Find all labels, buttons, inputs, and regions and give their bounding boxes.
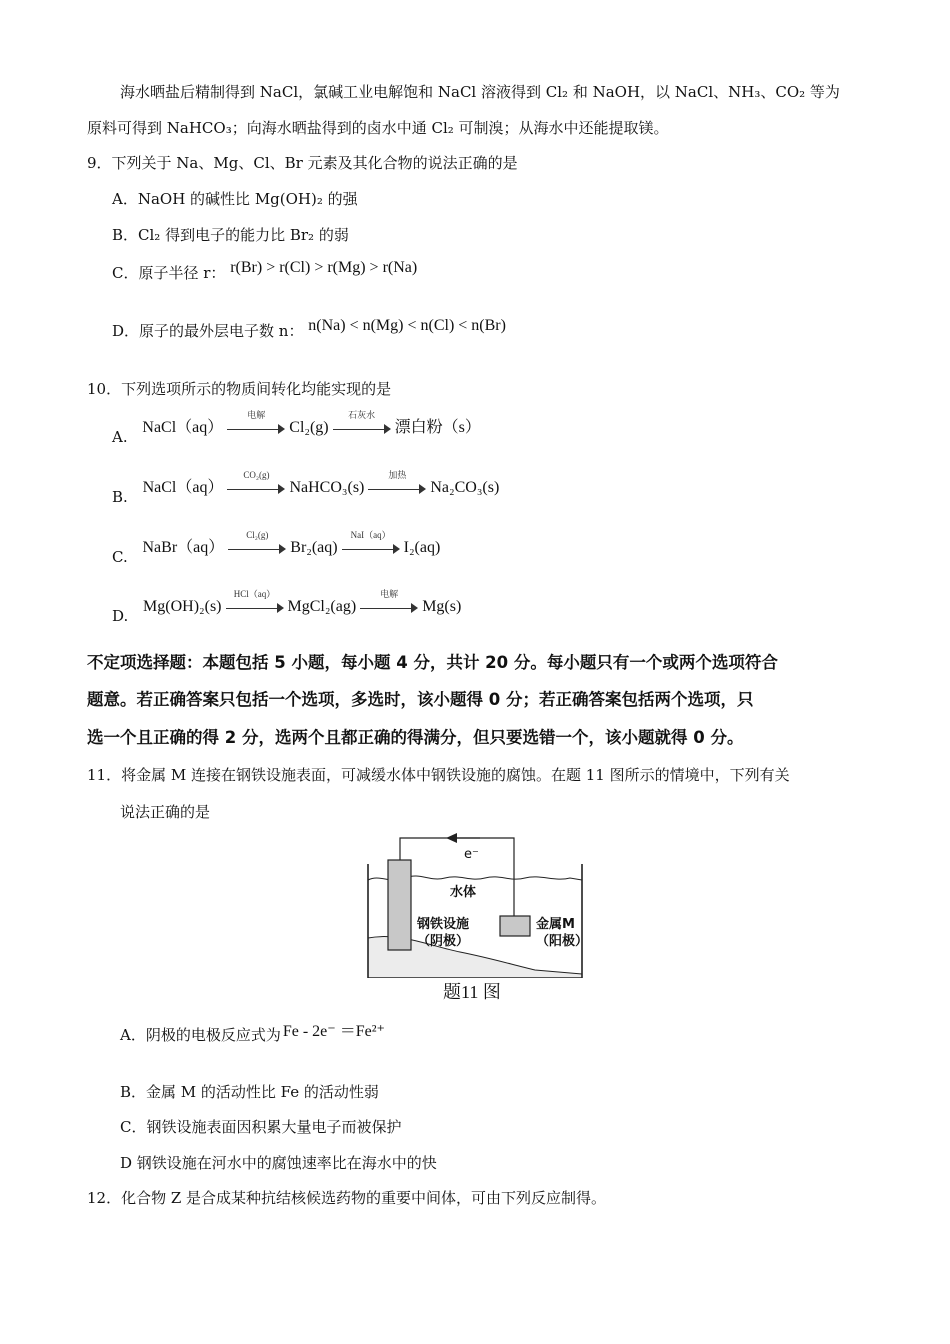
q9-option-c-label: C．原子半径 r：: [112, 264, 226, 282]
q9-option-d: [112, 317, 506, 341]
q9-option-a: A．NaOH 的碱性比 Mg(OH)₂ 的强: [112, 190, 358, 208]
q10-a-letter: A.: [112, 428, 128, 446]
arrow-icon: 石灰水: [333, 420, 391, 436]
arrow-icon: CO₂(g): [227, 480, 285, 496]
electron-arrow-head: [446, 833, 457, 843]
metal-label: 金属M: [536, 917, 575, 932]
arrow-icon: NaI（aq）: [342, 540, 400, 556]
intro-line-1: 海水晒盐后精制得到 NaCl，氯碱工业电解饱和 NaCl 溶液得到 Cl₂ 和 NaOH，以 NaCl、NH₃、CO₂ 等为: [120, 83, 840, 101]
q10-option-c: [112, 530, 441, 566]
q10-option-b: [112, 470, 500, 506]
q10-c-letter: C.: [112, 548, 128, 566]
q10-a-s1: NaCl（aq）: [142, 419, 224, 436]
q9-option-c-expr: r(Br) > r(Cl) > r(Mg) > r(Na): [230, 259, 418, 276]
arrow-icon: 加热: [368, 480, 426, 496]
q10-b-s3: Na₂CO₃(s): [430, 479, 500, 496]
q10-stem: 10．下列选项所示的物质间转化均能实现的是: [87, 380, 392, 398]
figure-caption: 题11 图: [443, 982, 501, 1002]
steel-sublabel: （阴极）: [417, 934, 470, 949]
section-line-3: 选一个且正确的得 2 分，选两个且都正确的得满分，但只要选错一个，该小题就得 0 分。: [87, 728, 744, 747]
q10-c-s3: I₂(aq): [403, 539, 441, 556]
q10-a-s3: 漂白粉（s）: [394, 419, 481, 436]
q10-b-letter: B.: [112, 488, 128, 506]
q10-d-s1: Mg(OH)₂(s): [143, 598, 222, 615]
water-label: 水体: [450, 885, 477, 900]
q10-option-d: [112, 589, 462, 625]
q12-stem: 12．化合物 Z 是合成某种抗结核候选药物的重要中间体，可由下列反应制得。: [87, 1189, 607, 1207]
steel-label: 钢铁设施: [417, 917, 470, 932]
q9-option-d-expr: n(Na) < n(Mg) < n(Cl) < n(Br): [308, 317, 506, 334]
q10-c-s2: Br₂(aq): [290, 539, 338, 556]
q11-stem-1: 11．将金属 M 连接在钢铁设施表面，可减缓水体中钢铁设施的腐蚀。在题 11 图所示的情境中，下列有关: [87, 766, 790, 784]
section-line-1: 不定项选择题：本题包括 5 小题，每小题 4 分，共计 20 分。每小题只有一个或两个选项符合: [87, 653, 778, 672]
q11-figure: [360, 828, 592, 978]
q10-option-a: [112, 410, 481, 446]
q9-option-b: B．Cl₂ 得到电子的能力比 Br₂ 的弱: [112, 226, 349, 244]
q10-b-s2: NaHCO₃(s): [289, 479, 365, 496]
q10-a-s2: Cl₂(g): [289, 419, 329, 436]
q10-b-s1: NaCl（aq）: [142, 479, 224, 496]
q11-option-a-expr: Fe - 2e⁻ ＝Fe²⁺: [282, 1023, 385, 1040]
q10-d-s2: MgCl₂(ag): [287, 598, 357, 615]
electron-label: e⁻: [464, 847, 479, 862]
q10-d-s3: Mg(s): [422, 598, 462, 615]
q9-option-d-label: D．原子的最外层电子数 n：: [112, 322, 304, 340]
section-line-2: 题意。若正确答案只包括一个选项，多选时，该小题得 0 分；若正确答案包括两个选项，只: [87, 690, 754, 709]
q11-option-a-label: A．阴极的电极反应式为: [120, 1026, 281, 1044]
metal-sublabel: （阳极）: [536, 934, 589, 949]
arrow-icon: HCl（aq）: [226, 599, 284, 615]
q11-stem-2: 说法正确的是: [120, 803, 211, 821]
arrow-icon: 电解: [227, 420, 285, 436]
q11-option-c: C．钢铁设施表面因积累大量电子而被保护: [120, 1118, 402, 1136]
q11-option-a: [120, 1023, 385, 1045]
q11-option-d: D 钢铁设施在河水中的腐蚀速率比在海水中的快: [120, 1154, 437, 1172]
arrow-icon: 电解: [360, 599, 418, 615]
steel-rod: [388, 860, 411, 950]
q10-d-letter: D.: [112, 607, 129, 625]
arrow-icon: Cl₂(g): [228, 540, 286, 556]
q11-option-b: B．金属 M 的活动性比 Fe 的活动性弱: [120, 1083, 379, 1101]
intro-line-2: 原料可得到 NaHCO₃；向海水晒盐得到的卤水中通 Cl₂ 可制溴；从海水中还能提取镁。: [87, 119, 669, 137]
metal-m-block: [500, 916, 530, 936]
q9-option-c: [112, 259, 418, 283]
q9-stem: 9．下列关于 Na、Mg、Cl、Br 元素及其化合物的说法正确的是: [87, 154, 518, 172]
q10-c-s1: NaBr（aq）: [142, 539, 225, 556]
